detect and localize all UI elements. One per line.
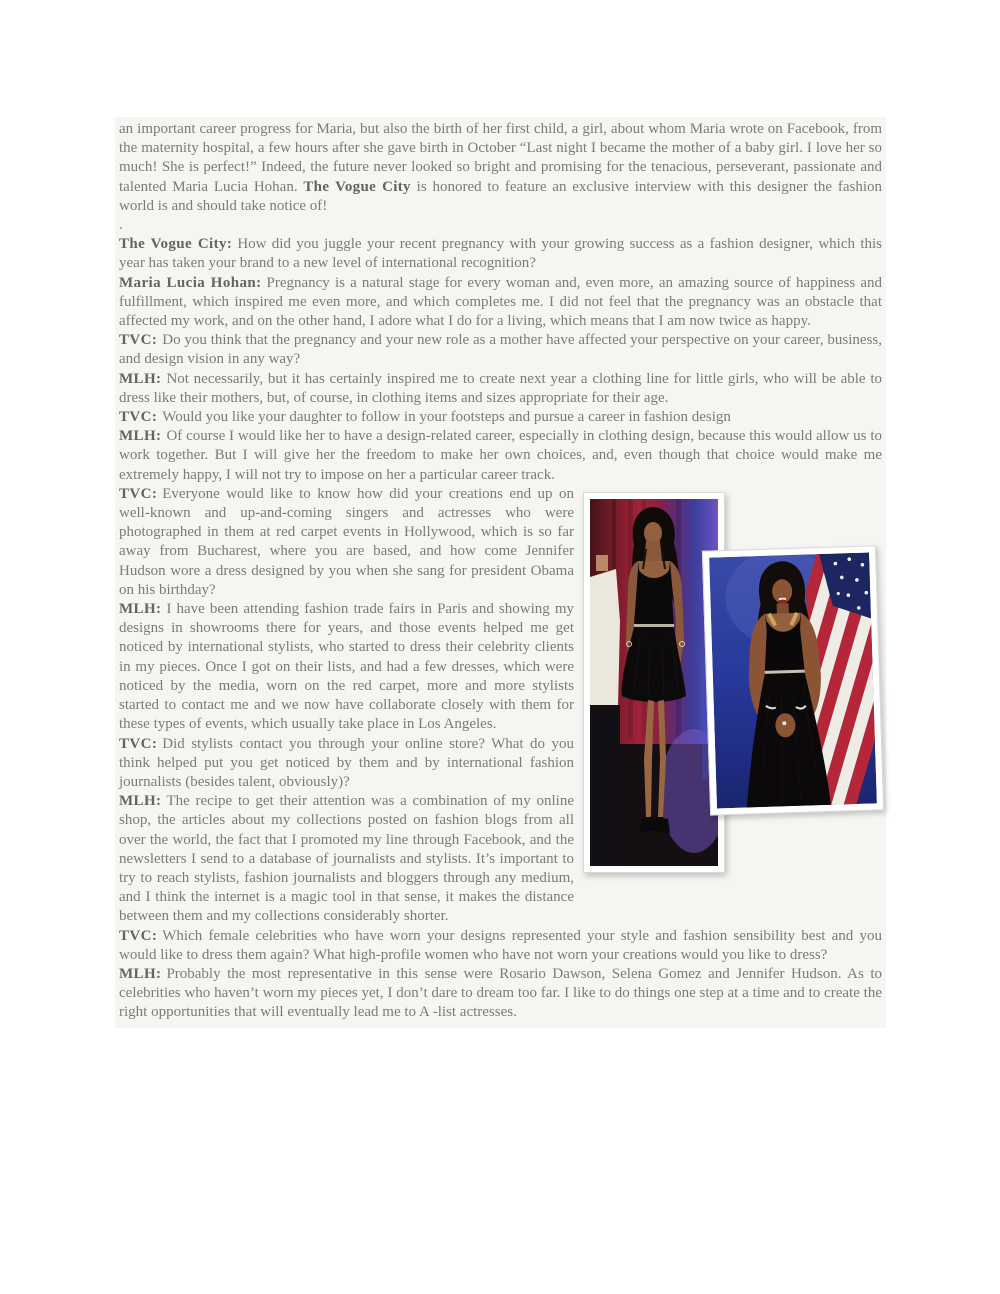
paragraph-text: Everyone would like to know how did your creations end up on well-known and up-and-coming singers and actresses who were photographed in them at red carpet events in Hollywood, which is so far away from Bucharest, where you are based, and how come Jennifer Hudson wore a dress designed by you when she sang for president Obama on his birthday?	[119, 485, 574, 598]
paragraph	[119, 274, 882, 332]
paragraph	[119, 370, 882, 408]
speaker-label: Maria Lucia Hohan:	[119, 274, 262, 291]
paragraph-text: The recipe to get their attention was a combination of my online shop, the articles about my collections posted on fashion blogs from all over the world, the fact that I promoted my line through Facebook, and the newsletters I send to a database of journalists and stylists. It’s important to try to reach stylists, fashion journalists and bloggers through any medium, and I think the internet is a magic tool in that sense, it makes the distance between them and my collections considerably shorter.	[119, 793, 574, 925]
paragraph-text: Would you like your daughter to follow in your footsteps and pursue a career in fashion design	[162, 409, 731, 426]
paragraph	[119, 965, 882, 1023]
speaker-label: MLH:	[119, 601, 162, 618]
paragraph	[119, 331, 882, 369]
flag-photo-illustration	[709, 552, 877, 808]
speaker-label: MLH:	[119, 965, 162, 982]
photo-group	[582, 487, 882, 891]
speaker-label: The Vogue City:	[119, 236, 233, 253]
speaker-label: TVC:	[119, 409, 158, 426]
paragraph-text: How did you juggle your recent pregnancy with your growing success as a fashion designer, which this year has taken your brand to a new level of international recognition?	[119, 236, 882, 272]
paragraph-text: Do you think that the pregnancy and your new role as a mother have affected your perspective on your career, business, and design vision in any way?	[119, 332, 882, 368]
speaker-label: MLH:	[119, 370, 162, 387]
paragraph-text: Of course I would like her to have a design-related career, especially in clothing design, because this would allow us to work together. But I will give her the freedom to make her own choices, and, even though that choice would make me extremely happy, I will not try to impose on her a particular career track.	[119, 428, 882, 483]
paragraph-text: I have been attending fashion trade fairs in Paris and showing my designs in showrooms there for years, and those events helped me get noticed by international stylists, who started to dress their celebrity clients in my pieces. Once I got on their lists, and had a few dresses, which were noticed by the media, worn on the red carpet, more and more stylists started to contact me and we now have collaborate closely with them for these types of events, which usually take place in Los Angeles.	[119, 601, 574, 733]
photo-stage	[583, 492, 725, 873]
paragraph	[119, 216, 882, 235]
paragraph	[119, 235, 882, 273]
intro-text-1: an important career progress for Maria, but also the birth of her first child, a girl, about whom Maria wrote on Facebook, from the maternity hospital, a few hours after she gave birth in October “Last night I became the mother of a baby girl. I love her so much! She is perfect!” Indeed, the future never looked so bright and promising for the tenacious, perseverant, passionate and talented Maria Lucia Hohan.	[119, 121, 882, 195]
speaker-label: TVC:	[119, 927, 158, 944]
speaker-label: MLH:	[119, 793, 162, 810]
article-body	[115, 117, 886, 1028]
stage-photo-illustration	[590, 499, 718, 866]
paragraph-text: Did stylists contact you through your online store? What do you think helped put you get noticed by them and by international fashion journalists (besides talent, obviously)?	[119, 735, 574, 790]
speaker-label: TVC:	[119, 332, 158, 349]
paragraph-text: Which female celebrities who have worn your designs represented your style and fashion sensibility best and you would like to dress them again? What high-profile women who have not worn your creations would you like to dress?	[119, 927, 882, 963]
paragraph	[119, 927, 882, 965]
background-person	[590, 555, 620, 866]
photo-flag	[702, 545, 884, 815]
paragraph-text: Pregnancy is a natural stage for every woman and, even more, an amazing source of happiness and fulfillment, which inspired me even more, and which completes me. I did not feel that the pregnancy was an obstacle that affected my work, and on the other hand, I adore what I do for a living, which means that I am now twice as happy.	[119, 274, 882, 330]
speaker-label: TVC:	[119, 735, 158, 752]
paragraph-text: Probably the most representative in this sense were Rosario Dawson, Selena Gomez and Jennifer Hudson. As to celebrities who haven’t worn my pieces yet, I don’t dare to dream too far. I like to do things one step at a time and to create the right opportunities that will eventually lead me to A -list actresses.	[119, 965, 882, 1021]
speaker-label: TVC:	[119, 485, 158, 502]
paragraph	[119, 427, 882, 485]
intro-text-2: is honored to feature an exclusive interview with this designer the fashion world is and should take notice of!	[119, 178, 882, 214]
paragraph-text: Not necessarily, but it has certainly inspired me to create next year a clothing line for little girls, who will be able to dress like their mothers, but, of course, in clothing items and sizes appropriate for their age.	[119, 370, 882, 406]
magazine-name: The Vogue City	[303, 178, 411, 195]
speaker-label: MLH:	[119, 428, 162, 445]
paragraph-text: .	[119, 217, 123, 234]
paragraph	[119, 408, 882, 427]
intro-paragraph	[119, 120, 882, 216]
